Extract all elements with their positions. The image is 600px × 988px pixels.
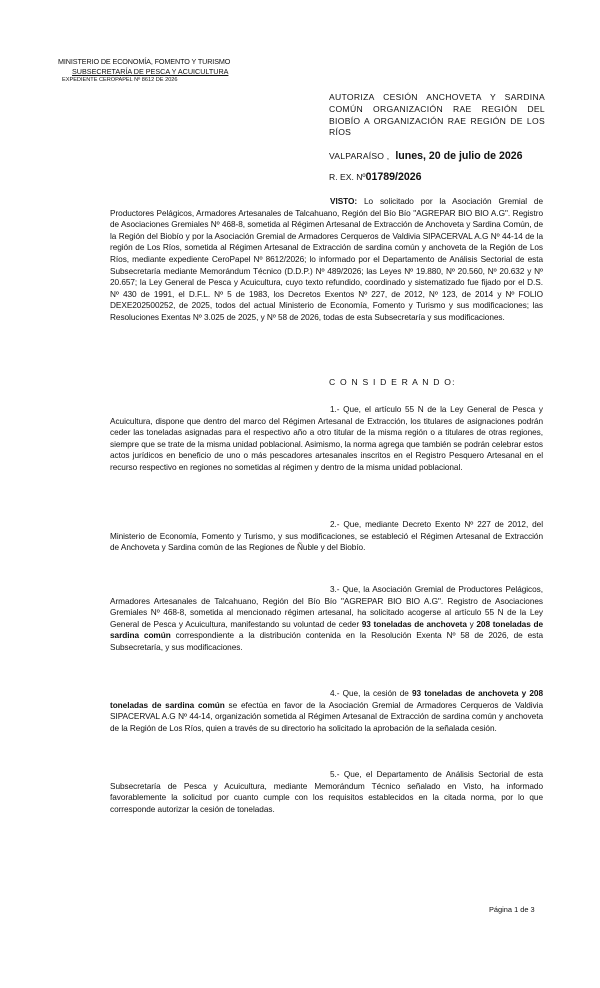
resolution-number: 01789/2026 [365, 171, 422, 183]
considerando-3-text-a: 3.- Que, la Asociación Gremial de Productores Pelágicos, Armadores Artesanales de Talcahuano, Región del Bío Bío "AGREPAR BIO BIO A.G". Registro de Asociaciones Gremiales Nº 468-8, sometida al mencionado régimen artesanal, ha solicitado acogerse al artículo 55 N de la Ley General de Pesca y Acuicultura, manifestando su voluntad de ceder [110, 585, 543, 629]
visto-paragraph [110, 196, 543, 324]
considerando-4-text-a: 4.- Que, la cesión de [330, 689, 412, 698]
considerando-4-tonnage: 93 toneladas de anchoveta y 208 toneladas de sardina común [110, 689, 543, 710]
place-date-line [329, 150, 523, 162]
considerando-3 [110, 584, 543, 654]
considerando-2-text: 2.- Que, mediante Decreto Exento Nº 227 de 2012, del Ministerio de Economía, Fomento y Turismo, y sus modificaciones, se estableció el Régimen Artesanal de Extracción de Anchoveta y Sardina común de las Regiones de Ñuble y del Biobío. [110, 520, 543, 553]
considerando-heading: C O N S I D E R A N D O: [329, 377, 456, 387]
place: VALPARAÍSO , [329, 151, 390, 161]
considerando-3-anchoveta: 93 toneladas de anchoveta [361, 619, 467, 629]
considerando-1 [110, 404, 543, 474]
subsecretary-name: SUBSECRETARÍA DE PESCA Y ACUICULTURA [72, 66, 229, 76]
considerando-5-text: 5.- Que, el Departamento de Análisis Sectorial de esta Subsecretaría de Pesca y Acuicultura, mediante Memorándum Técnico señalado en Visto, ha informado favorablemente la solicitud por cuanto cumple con los requisitos establecidos en la citada norma, por lo que corresponde autorizar la cesión de toneladas. [110, 770, 543, 814]
considerando-3-text-y: y [466, 619, 477, 629]
considerando-3-sardina: 208 toneladas de sardina común [110, 619, 543, 641]
considerando-5 [110, 769, 543, 815]
letterhead [58, 57, 278, 86]
file-reference: EXPEDIENTE CEROPAPEL Nº 8612 DE 2026 [62, 77, 178, 84]
ministry-name: MINISTERIO DE ECONOMÍA, FOMENTO Y TURISMO [58, 57, 231, 66]
visto-label: VISTO: [330, 197, 358, 206]
date: lunes, 20 de julio de 2026 [395, 150, 523, 162]
resolution-label: R. EX. Nº [329, 172, 366, 182]
considerando-4 [110, 688, 543, 734]
resolution-subject: AUTORIZA CESIÓN ANCHOVETA Y SARDINA COMÚN ORGANIZACIÓN RAE REGIÓN DEL BIOBÍO A ORGANIZACIÓN RAE REGIÓN DE LOS RÍOS [329, 92, 545, 138]
considerando-3-text-c: correspondiente a la distribución contenida en la Resolución Exenta Nº 58 de 2026, de esta Subsecretaría, y sus modificaciones. [110, 631, 544, 652]
visto-text: Lo solicitado por la Asociación Gremial de Productores Pelágicos, Armadores Artesanales de Talcahuano, Región del Bío Bío "AGREPAR BIO BIO A.G". Registro de Asociaciones Gremiales Nº 468-8, sometida al Régimen Artesanal de Extracción de Anchoveta y Sardina Común, de la Región del Biobío y por la Asociación Gremial de Armadores Cerqueros de Valdivia SIPACERVAL A.G Nº 44-14 de la región de Los Ríos, sometida al Régimen Artesanal de Extracción de sardina común y anchoveta de la Región de Los Ríos, mediante expediente CeroPapel Nº 8612/2026; lo informado por el Departamento de Análisis Sectorial de esta Subsecretaría mediante Memorándum Técnico (D.D.P.) Nº 489/2026; las Leyes Nº 19.880, Nº 20.560, Nº 20.632 y Nº 20.657; la Ley General de Pesca y Acuicultura, cuyo texto refundido, coordinado y sistematizado fue fijado por el D.S. Nº 430 de 1991, el D.F.L. Nº 5 de 1983, los Decretos Exentos Nº 227, de 2012, Nº 123, de 2014 y Nº FOLIO DEXE202500252, de 2025, todos del actual Ministerio de Economía, Fomento y Turismo y sus modificaciones; las Resoluciones Exentas Nº 3.025 de 2025, y Nº 58 de 2026, todas de esta Subsecretaría y sus modificaciones. [110, 197, 543, 322]
considerando-2 [110, 519, 543, 554]
page-number: Página 1 de 3 [489, 905, 535, 914]
resolution-number-line [329, 171, 422, 183]
considerando-1-text: 1.- Que, el artículo 55 N de la Ley General de Pesca y Acuicultura, dispone que dentro del marco del Régimen Artesanal de Extracción, los titulares de asignaciones podrán ceder las toneladas asignadas para el respectivo año a otro titular de la misma región o a titulares de otras regiones, siempre que se trate de la misma unidad poblacional. Asimismo, la norma agrega que también se podrán celebrar estos actos jurídicos en beneficio de uno o más pescadores artesanales inscritos en el Registro Pesquero Artesanal en el recurso respectivo en regiones no sometidas al régimen y dentro de la misma unidad poblacional. [110, 405, 543, 472]
considerando-4-text-c: se efectúa en favor de la Asociación Gremial de Armadores Cerqueros de Valdivia SIPACERVAL A.G Nº 44-14, organización sometida al Régimen Artesanal de Extracción de sardina común y anchoveta de la Región de Los Ríos, quien a través de su directorio ha solicitado la aprobación de la señalada cesión. [110, 700, 543, 733]
